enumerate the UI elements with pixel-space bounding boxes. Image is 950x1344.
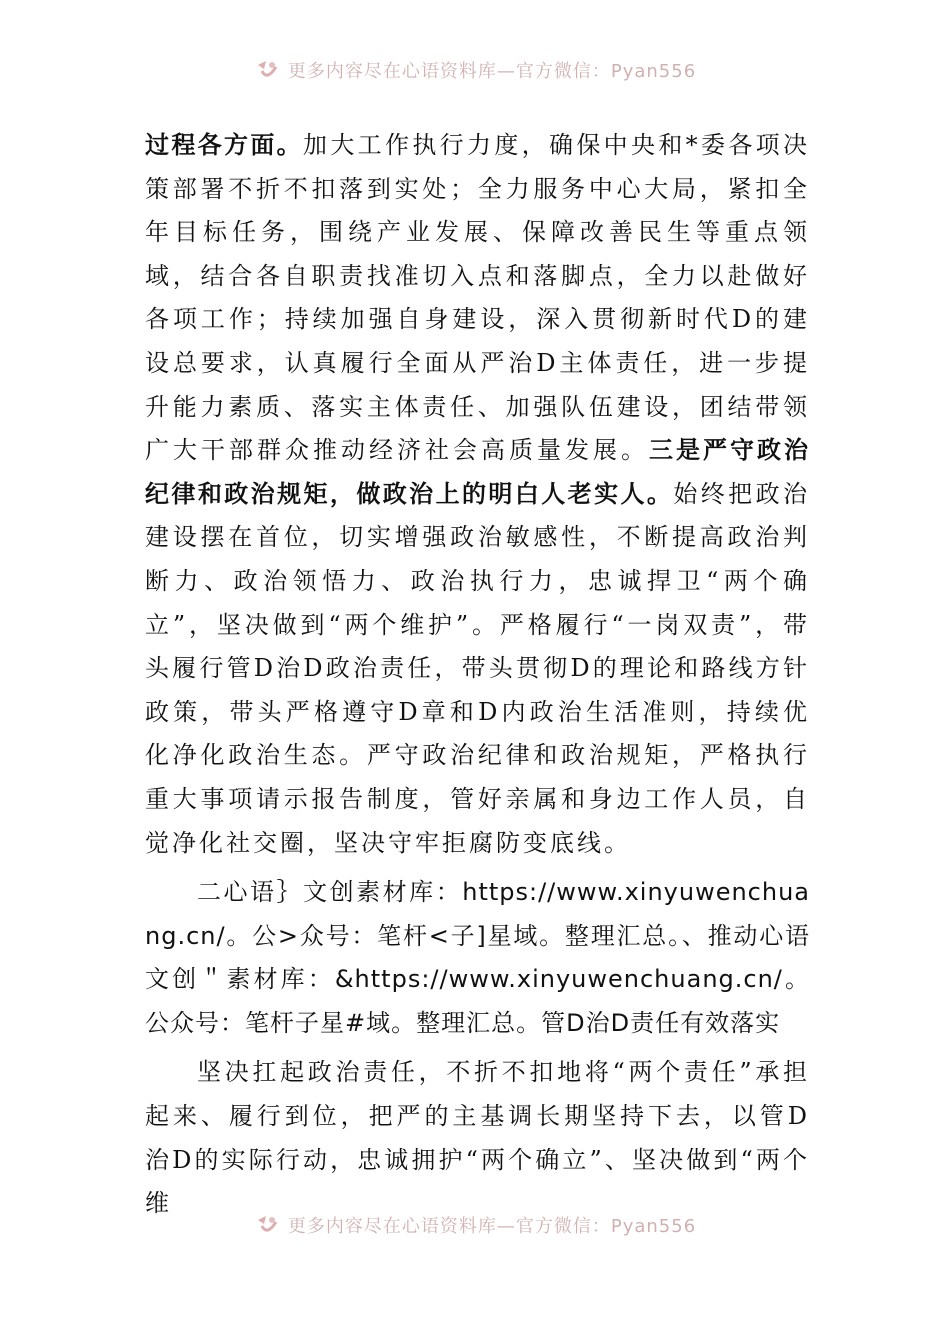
bold-heading: 三是严守政治纪律和政治规矩，做政治上的明白人老实人。 bbox=[145, 436, 810, 508]
watermark-text: 更多内容尽在心语资料库—官方微信：Pyan556 bbox=[287, 61, 697, 82]
bold-lead: 过程各方面。 bbox=[145, 131, 303, 159]
paragraph-1 bbox=[145, 124, 810, 865]
paragraph-3: 坚决扛起政治责任，不折不扣地将“两个责任”承担起来、履行到位，把严的主基调长期坚持下去，以管D治D的实际行动，忠诚拥护“两个确立”、坚决做到“两个维 bbox=[145, 1058, 810, 1218]
paragraph-text: 加大工作执行力度，确保中央和*委各项决策部署不折不扣落到实处；全力服务中心大局，紧扣全年目标任务，围绕产业发展、保障改善民生等重点领域，结合各自职责找准切入点和落脚点，全力以赴做好各项工作；持续加强自身建设，深入贯彻新时代D的建设总要求，认真履行全面从严治D主体责任，进一步提升能力素质、落实主体责任、加强队伍建设，团结带领广大干部群众推动经济社会高质量发展。 bbox=[145, 131, 810, 465]
paragraph-text: 始终把政治建设摆在首位，切实增强政治敏感性，不断提高政治判断力、政治领悟力、政治执行力，忠诚捍卫“两个确立”，坚决做到“两个维护”。严格履行“一岗双责”，带头履行管D治D政治责任，带头贯彻D的理论和路线方针政策，带头严格遵守D章和D内政治生活准则，持续优化净化政治生态。严守政治纪律和政治规矩，严格执行重大事项请示报告制度，管好亲属和身边工作人员，自觉净化社交圈，坚决守牢拒腐防变底线。 bbox=[145, 479, 811, 857]
document-body bbox=[145, 124, 810, 1226]
watermark-banner-top bbox=[0, 50, 950, 90]
paragraph-2-heading: 二心语｝文创素材库：https://www.xinyuwenchuang.cn/。公>众号：笔杆<子]星域。整理汇总。、推动心语文创＂素材库：&https://www.xinyuwenchuang.cn/。公众号：笔杆子星#域。整理汇总。管D治D责任有效落实 bbox=[145, 878, 810, 1037]
logo-icon bbox=[254, 1212, 280, 1238]
watermark-text: 更多内容尽在心语资料库—官方微信：Pyan556 bbox=[287, 1216, 697, 1237]
logo-icon bbox=[254, 57, 280, 83]
watermark-banner-bottom bbox=[0, 1205, 950, 1245]
